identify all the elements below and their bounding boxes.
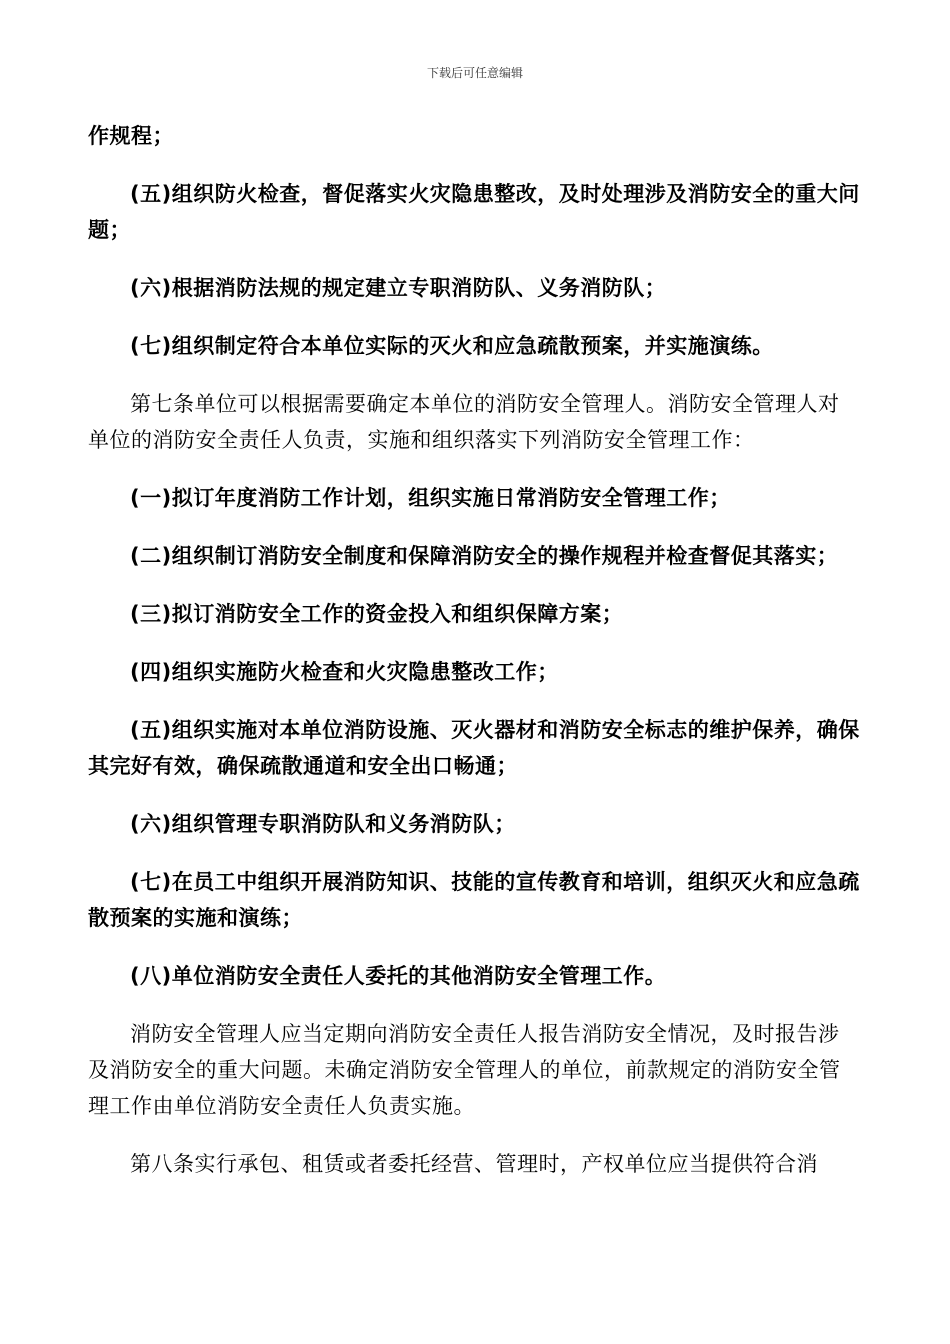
paragraph: (五)组织防火检查，督促落实火灾隐患整改，及时处理涉及消防安全的重大问题； (88, 182, 860, 242)
paragraph: 第七条单位可以根据需要确定本单位的消防安全管理人。消防安全管理人对单位的消防安全责任人负责，实施和组织落实下列消防安全管理工作： (88, 392, 840, 452)
paragraph: (三)拟订消防安全工作的资金投入和组织保障方案； (130, 602, 624, 626)
document-body (88, 118, 860, 1182)
paragraph: (四)组织实施防火检查和火灾隐患整改工作； (130, 660, 559, 684)
paragraph: (一)拟订年度消防工作计划，组织实施日常消防安全管理工作； (130, 486, 731, 510)
paragraph: (七)组织制定符合本单位实际的灭火和应急疏散预案，并实施演练。 (130, 334, 774, 358)
paragraph: (六)根据消防法规的规定建立专职消防队、义务消防队； (130, 276, 667, 300)
paragraph: (八)单位消防安全责任人委托的其他消防安全管理工作。 (130, 964, 667, 988)
paragraph: (七)在员工中组织开展消防知识、技能的宣传教育和培训，组织灭火和应急疏散预案的实施和演练； (88, 870, 860, 930)
page-header: 下载后可任意编辑 (426, 66, 523, 80)
paragraph: (六)组织管理专职消防队和义务消防队； (130, 812, 516, 836)
paragraph: 消防安全管理人应当定期向消防安全责任人报告消防安全情况，及时报告涉及消防安全的重大问题。未确定消防安全管理人的单位，前款规定的消防安全管理工作由单位消防安全责任人负责实施。 (88, 1022, 841, 1118)
paragraph: 第八条实行承包、租赁或者委托经营、管理时，产权单位应当提供符合消 (130, 1152, 818, 1176)
paragraph: (二)组织制订消防安全制度和保障消防安全的操作规程并检查督促其落实； (130, 544, 839, 568)
paragraph: (五)组织实施对本单位消防设施、灭火器材和消防安全标志的维护保养，确保其完好有效，确保疏散通道和安全出口畅通； (88, 718, 860, 778)
paragraph: 作规程； (88, 124, 174, 148)
